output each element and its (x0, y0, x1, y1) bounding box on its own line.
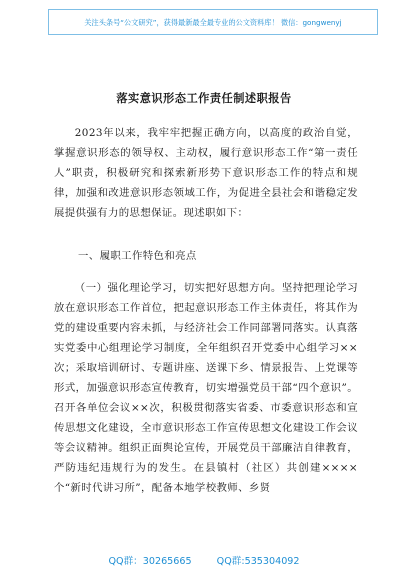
document-title: 落实意识形态工作责任制述职报告 (116, 92, 292, 105)
footer-qq-group-2: QQ群:535304092 (216, 556, 300, 567)
intro-paragraph: 2023年以来，我牢牢把握正确方向，以高度的政治自觉，掌握意识形态的领导权、主动权，履行意识形态工作“第一责任人”职责，积极研究和探索新形势下意识形态工作的特点和规律，加强和改进意识形态领域工作，为促进全县社会和谐稳定发展提供强有力的思想保证。现述职如下： (54, 127, 358, 219)
section-heading: 一、履职工作特色和亮点 (78, 250, 197, 262)
body-paragraph: （一）强化理论学习，切实把好思想方向。坚持把理论学习放在意识形态工作首位，把起意识形态工作主体责任，将其作为党的建设重要内容未抓，与经济社会工作同部署同落实。认真落实党委中心组理论学习制度，全年组织召开党委中心组学习××次；采取培训研讨、专题讲座、送课下乡、情景报告、上党课等形式，加强意识形态宣传教育，切实增强党员干部“四个意识”。召开各单位会议××次，积极贯彻落实省委、市委意识形态和宣传思想文化建设，全市意识形态工作宣传思想文化建设工作会议等会议精神。组织正面舆论宣传，开展党员干部廉洁自律教育，严防违纪违规行为的发生。在县镇村（社区）共创建××××个“新时代讲习所”，配备本地学校教师、乡贤 (54, 282, 358, 494)
footer-qq-group-1: QQ群：30265665 (108, 556, 192, 567)
promo-banner: 关注头条号“公文研究”，获得最新最全最专业的公文资料库！ 微信：gongwenyj (48, 9, 378, 35)
footer-contact (0, 553, 408, 567)
